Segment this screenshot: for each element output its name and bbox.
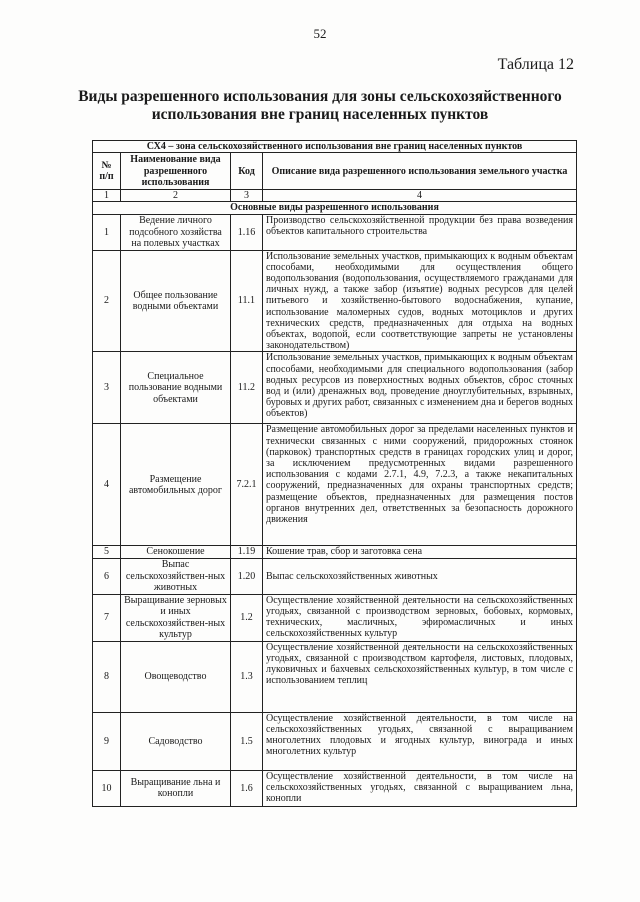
- column-number: 2: [121, 190, 231, 202]
- header-num: № п/п: [93, 153, 121, 190]
- table-row: [93, 558, 577, 594]
- column-number: 4: [263, 190, 577, 202]
- use-description: Осуществление хозяйственной деятельности, в том числе на сельскохозяйственных угодьях, связанной с выращиванием льна, конопли: [263, 770, 577, 806]
- row-number: 5: [93, 546, 121, 558]
- use-code: 7.2.1: [231, 424, 263, 546]
- table-row: [93, 641, 577, 712]
- use-description: Использование земельных участков, примыкающих к водным объектам способами, необходимыми для специального водопользования (забор водных ресурсов из поверхностных водных объектов, сброс сточных вод и (или) дренажных вод, проведение дноуглубительных, взрывных, буровых и других работ, связанных с изменением дна и берегов водных объектов): [263, 352, 577, 424]
- use-code: 1.2: [231, 594, 263, 641]
- row-number: 3: [93, 352, 121, 424]
- use-code: 11.1: [231, 250, 263, 352]
- use-code: 1.5: [231, 712, 263, 770]
- use-description: Выпас сельскохозяйственных животных: [263, 558, 577, 594]
- use-name: Овощеводство: [121, 641, 231, 712]
- header-name: Наименование вида разрешенного использования: [121, 153, 231, 190]
- column-number-row: [93, 190, 577, 202]
- row-number: 4: [93, 424, 121, 546]
- use-description: Использование земельных участков, примыкающих к водным объектам способами, необходимыми для осуществления общего водопользования (водопользования, осуществляемого гражданами для личных нужд, а также забор (изъятие) водных ресурсов для целей питьевого и хозяйственно-бытового водоснабжения, купание, использование маломерных судов, водных мотоциклов и других технических средств, предназначенных для отдыха на водных объектах, водопой, если соответствующие запреты не установлены законодательством): [263, 250, 577, 352]
- table-row: [93, 712, 577, 770]
- zone-banner: СХ4 – зона сельскохозяйственного использования вне границ населенных пунктов: [93, 141, 577, 153]
- section-title: Основные виды разрешенного использования: [93, 202, 577, 214]
- use-name: Ведение личного подсобного хозяйства на полевых участках: [121, 214, 231, 250]
- use-description: Осуществление хозяйственной деятельности на сельскохозяйственных угодьях, связанной с производством зерновых, бобовых, кормовых, технических, масличных, эфиромасличных и иных сельскохозяйственных культур: [263, 594, 577, 641]
- table-row: [93, 214, 577, 250]
- land-use-table: [92, 140, 577, 807]
- use-name: Выпас сельскохозяйствен-ных животных: [121, 558, 231, 594]
- use-code: 1.19: [231, 546, 263, 558]
- use-name: Сенокошение: [121, 546, 231, 558]
- use-name: Садоводство: [121, 712, 231, 770]
- table-row: [93, 594, 577, 641]
- header-row: [93, 153, 577, 190]
- use-name: Размещение автомобильных дорог: [121, 424, 231, 546]
- column-number: 3: [231, 190, 263, 202]
- use-description: Осуществление хозяйственной деятельности на сельскохозяйственных угодьях, связанной с производством картофеля, листовых, плодовых, луковичных и бахчевых сельскохозяйственных культур, в том числе с использованием теплиц: [263, 641, 577, 712]
- title-line-1: Виды разрешенного использования для зоны сельскохозяйственного: [78, 88, 562, 105]
- table-row: [93, 546, 577, 558]
- zone-banner-row: [93, 141, 577, 153]
- header-desc: Описание вида разрешенного использования земельного участка: [263, 153, 577, 190]
- use-description: Кошение трав, сбор и заготовка сена: [263, 546, 577, 558]
- use-description: Размещение автомобильных дорог за пределами населенных пунктов и технически связанных с ними сооружений, придорожных стоянок (парковок) транспортных средств в границах городских улиц и дорог, за исключением предусмотренных видами разрешенного использования с кодами 2.7.1, 4.9, 7.2.3, а также некапитальных сооружений, предназначенных для охраны транспортных средств; размещение объектов, предназначенных для размещения постов органов внутренних дел, ответственных за безопасность дорожного движения: [263, 424, 577, 546]
- header-code: Код: [231, 153, 263, 190]
- use-description: Осуществление хозяйственной деятельности, в том числе на сельскохозяйственных угодьях, связанной с выращиванием многолетних плодовых и ягодных культур, винограда и иных многолетних культур: [263, 712, 577, 770]
- table-row: [93, 424, 577, 546]
- row-number: 6: [93, 558, 121, 594]
- document-title: [0, 88, 640, 124]
- row-number: 10: [93, 770, 121, 806]
- use-name: Специальное пользование водными объектами: [121, 352, 231, 424]
- use-code: 1.16: [231, 214, 263, 250]
- table-row: [93, 352, 577, 424]
- row-number: 7: [93, 594, 121, 641]
- use-code: 1.6: [231, 770, 263, 806]
- use-name: Общее пользование водными объектами: [121, 250, 231, 352]
- use-name: Выращивание зерновых и иных сельскохозяйствен-ных культур: [121, 594, 231, 641]
- use-code: 11.2: [231, 352, 263, 424]
- use-name: Выращивание льна и конопли: [121, 770, 231, 806]
- title-line-2: использования вне границ населенных пунктов: [151, 106, 489, 123]
- section-row: [93, 202, 577, 214]
- row-number: 2: [93, 250, 121, 352]
- use-code: 1.3: [231, 641, 263, 712]
- column-number: 1: [93, 190, 121, 202]
- use-code: 1.20: [231, 558, 263, 594]
- table-row: [93, 770, 577, 806]
- row-number: 8: [93, 641, 121, 712]
- row-number: 1: [93, 214, 121, 250]
- table-row: [93, 250, 577, 352]
- table-label: Таблица 12: [497, 56, 574, 73]
- row-number: 9: [93, 712, 121, 770]
- page-number: 52: [313, 26, 327, 41]
- use-description: Производство сельскохозяйственной продукции без права возведения объектов капитального строительства: [263, 214, 577, 250]
